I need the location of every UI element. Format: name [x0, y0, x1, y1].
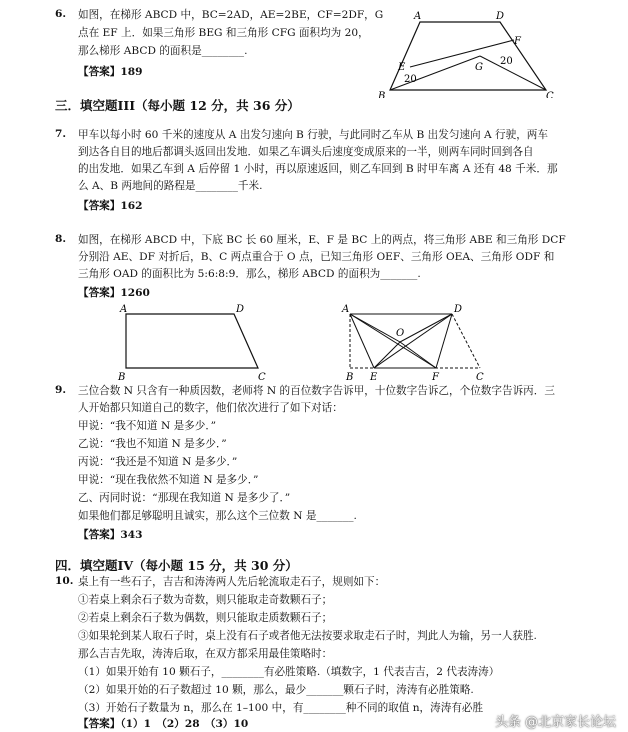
question-7-line-3: 的出发地．如果乙车到 A 后停留 1 小时，再以原速返回，则乙车回到 B 时甲车离 A 还有 48 千米．那	[78, 163, 558, 175]
fig6-area-right: 20	[500, 56, 513, 67]
fig8a-label-A: A	[120, 304, 128, 315]
question-9-line-3: 甲说：“我不知道 N 是多少．”	[78, 420, 217, 432]
question-10-line-6: （1）如果开始有 10 颗石子，________有必胜策略.（填数字，1 代表吉吉，2 代表涛涛）	[78, 666, 500, 678]
fig8a-label-B: B	[118, 372, 126, 382]
question-9-answer: 【答案】343	[78, 529, 143, 541]
question-6-line-2: 点在 EF 上．如果三角形 BEG 和三角形 CFG 面积均为 20，	[78, 27, 369, 39]
question-10-line-5: 那么吉吉先取，涛涛后取，在双方都采用最佳策略时：	[78, 648, 333, 660]
question-6-answer: 【答案】189	[78, 66, 143, 78]
fig8b-label-C: C	[476, 372, 484, 383]
question-10-answer: 【答案】（1）1 （2）28 （3）10	[78, 718, 249, 730]
fig6-label-A: A	[414, 11, 422, 22]
fig8b-label-E: E	[370, 372, 378, 383]
section-3-heading: 三．填空题III（每小题 12 分，共 36 分）	[55, 98, 300, 113]
question-9-line-4: 乙说：“我也不知道 N 是多少．”	[78, 438, 227, 450]
question-10-line-3: ②若桌上剩余石子数为偶数，则只能取走质数颗石子；	[78, 612, 333, 624]
question-10-line-2: ①若桌上剩余石子数为奇数，则只能取走奇数颗石子；	[78, 594, 333, 606]
question-6-number: 6.	[55, 8, 67, 20]
question-10-line-8: （3）开始石子数量为 n，那么在 1–100 中，有________种不同的取值 n，涛涛有必胜	[78, 702, 484, 714]
question-7-answer: 【答案】162	[78, 200, 143, 212]
question-10-number: 10.	[55, 575, 74, 587]
fig6-label-D: D	[496, 11, 505, 22]
question-7-line-1: 甲车以每小时 60 千米的速度从 A 出发匀速向 B 行驶，与此同时乙车从 B 出发匀速向 A 行驶，两车	[78, 129, 548, 141]
question-9-line-6: 甲说：“现在我依然不知道 N 是多少．”	[78, 474, 259, 486]
question-8-figure-2	[336, 302, 496, 384]
question-8-number: 8.	[55, 233, 67, 245]
section-4-heading: 四．填空题IV（每小题 15 分，共 30 分）	[55, 558, 298, 573]
question-7-line-2: 到达各自目的地后都调头返回出发地．如果乙车调头后速度变成原来的一半，则两车同时回到各自	[78, 146, 534, 158]
fig6-label-E: E	[398, 62, 406, 73]
fig8a-label-D: D	[236, 304, 245, 315]
question-6-line-1: 如图，在梯形 ABCD 中，BC=2AD，AE=2BE，CF=2DF，G	[78, 9, 384, 21]
question-8-answer: 【答案】1260	[78, 287, 150, 299]
fig8b-label-F: F	[432, 372, 439, 383]
fig8b-label-D: D	[454, 304, 463, 315]
question-9-line-2: 人开始都只知道自己的数字，他们依次进行了如下对话：	[78, 402, 343, 414]
question-6-line-3: 那么梯形 ABCD 的面积是________.	[78, 45, 248, 57]
question-8-line-1: 如图，在梯形 ABCD 中，下底 BC 长 60 厘米，E、F 是 BC 上的两点，将三角形 ABE 和三角形 DCF	[78, 234, 566, 246]
question-8-line-3: 三角形 OAD 的面积比为 5:6:8:9．那么，梯形 ABCD 的面积为_______.	[78, 268, 421, 280]
question-8-figure-1	[112, 302, 272, 382]
fig6-area-left: 20	[404, 74, 417, 85]
fig8b-label-A: A	[342, 304, 350, 315]
question-6-figure	[372, 8, 572, 98]
question-7-line-4: 么 A、B 两地间的路程是________千米.	[78, 180, 263, 192]
fig6-label-F: F	[514, 36, 521, 47]
fig6-label-B: B	[378, 91, 386, 98]
fig8b-label-O: O	[396, 328, 405, 339]
fig6-label-G: G	[475, 62, 483, 73]
fig8a-label-C: C	[258, 372, 266, 382]
question-10-line-1: 桌上有一些石子，吉吉和涛涛两人先后轮流取走石子，规则如下：	[78, 576, 386, 588]
question-9-line-8: 如果他们都足够聪明且诚实，那么这个三位数 N 是_______.	[78, 510, 357, 522]
question-10-line-4: ③如果轮到某人取石子时，桌上没有石子或者他无法按要求取走石子时，判此人为输，另一人获胜.	[78, 630, 537, 642]
question-9-line-7: 乙、丙同时说：“那现在我知道 N 是多少了．”	[78, 492, 291, 504]
fig8b-label-B: B	[346, 372, 354, 383]
question-9-line-1: 三位合数 N 只含有一种质因数，老师将 N 的百位数字告诉甲，十位数字告诉乙，个位数字告诉丙．三	[78, 385, 555, 397]
fig6-label-C: C	[546, 91, 554, 98]
question-9-line-5: 丙说：“我还是不知道 N 是多少．”	[78, 456, 238, 468]
question-9-number: 9.	[55, 384, 67, 396]
question-10-line-7: （2）如果开始的石子数超过 10 颗，那么，最少_______颗石子时，涛涛有必胜策略.	[78, 684, 474, 696]
watermark: 头条 @北京家长论坛	[494, 715, 616, 730]
question-7-number: 7.	[55, 128, 67, 140]
question-8-line-2: 分别沿 AE、DF 对折后，B、C 两点重合于 O 点，已知三角形 OEF、三角形 OEA、三角形 ODF 和	[78, 251, 555, 263]
